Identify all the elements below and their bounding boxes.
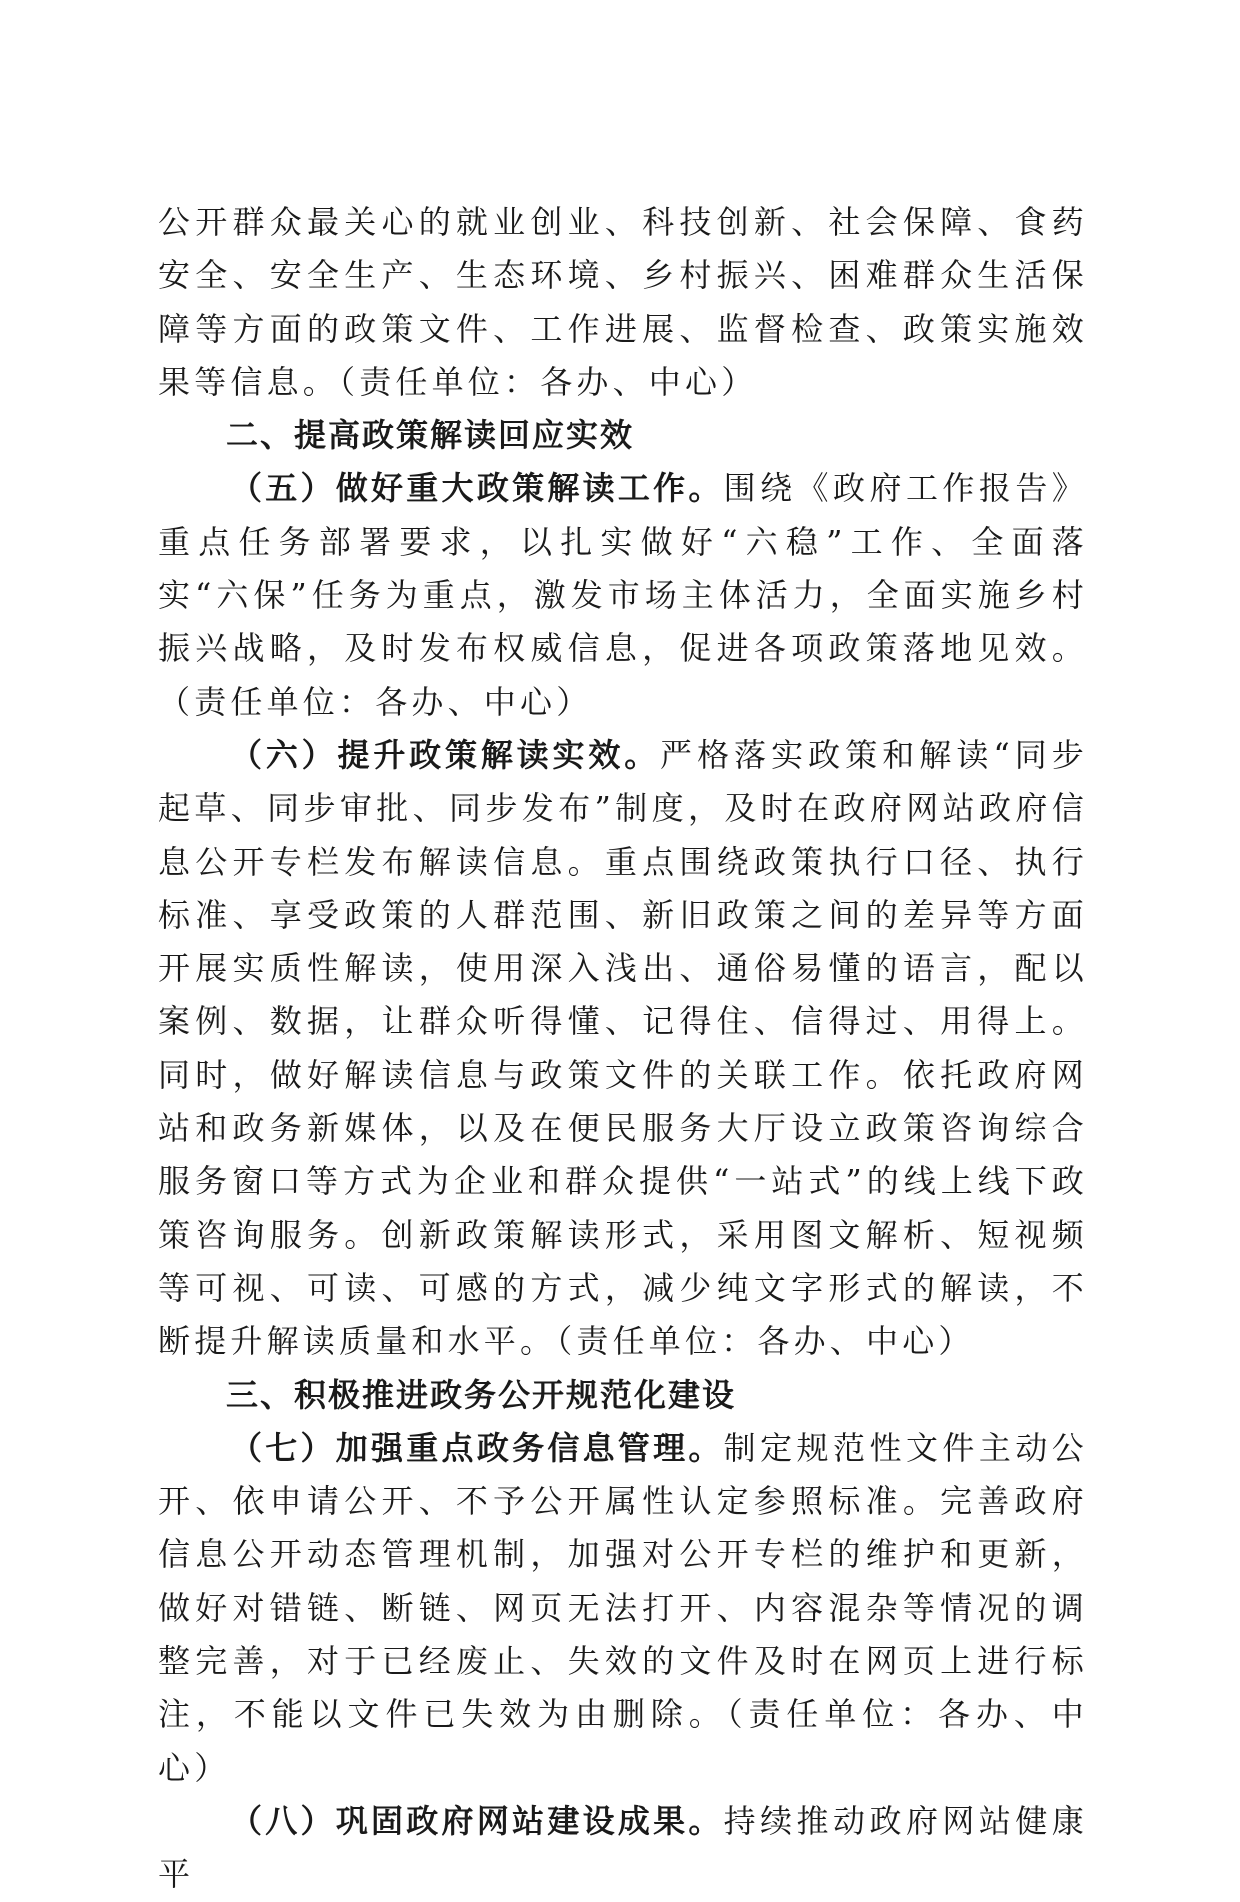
document-body: [158, 196, 1088, 1902]
item-7-lead: （七）加强重点政务信息管理。: [230, 1428, 724, 1467]
section-heading-2: 二、提高政策解读回应实效: [226, 416, 635, 455]
item-8-lead: （八）巩固政府网站建设成果。: [230, 1801, 724, 1840]
item-6-lead: （六）提升政策解读实效。: [230, 735, 661, 774]
item-8-body: 持续推动政府网站健康平: [158, 1801, 1088, 1894]
section-heading-3: 三、积极推进政务公开规范化建设: [226, 1375, 737, 1414]
item-5-body: 围绕《政府工作报告》重点任务部署要求，以扎实做好“六稳”工作、全面落实“六保”任务为重点，激发市场主体活力，全面实施乡村振兴战略，及时发布权威信息，促进各项政策落地见效。（责任单位：各办、中心）: [158, 469, 1088, 721]
item-7-body: 制定规范性文件主动公开、依申请公开、不予公开属性认定参照标准。完善政府信息公开动态管理机制，加强对公开专栏的维护和更新，做好对错链、断链、网页无法打开、内容混杂等情况的调整完善，对于已经废止、失效的文件及时在网页上进行标注，不能以文件已失效为由删除。（责任单位：各办、中心）: [158, 1428, 1088, 1787]
paragraph-item-5: [158, 462, 1088, 728]
paragraph-item-8: [158, 1795, 1088, 1902]
item-6-body: 严格落实政策和解读“同步起草、同步审批、同步发布”制度，及时在政府网站政府信息公开专栏发布解读信息。重点围绕政策执行口径、执行标准、享受政策的人群范围、新旧政策之间的差异等方面开展实质性解读，使用深入浅出、通俗易懂的语言，配以案例、数据，让群众听得懂、记得住、信得过、用得上。同时，做好解读信息与政策文件的关联工作。依托政府网站和政务新媒体，以及在便民服务大厅设立政策咨询综合服务窗口等方式为企业和群众提供“一站式”的线上线下政策咨询服务。创新政策解读形式，采用图文解析、短视频等可视、可读、可感的方式，减少纯文字形式的解读，不断提升解读质量和水平。（责任单位：各办、中心）: [158, 735, 1088, 1361]
paragraph-continued: 公开群众最关心的就业创业、科技创新、社会保障、食药安全、安全生产、生态环境、乡村振兴、困难群众生活保障等方面的政策文件、工作进展、监督检查、政策实施效果等信息。（责任单位：各办、中心）: [158, 203, 1088, 401]
paragraph-item-6: [158, 729, 1088, 1369]
item-5-lead: （五）做好重大政策解读工作。: [230, 469, 724, 508]
paragraph-item-7: [158, 1422, 1088, 1795]
